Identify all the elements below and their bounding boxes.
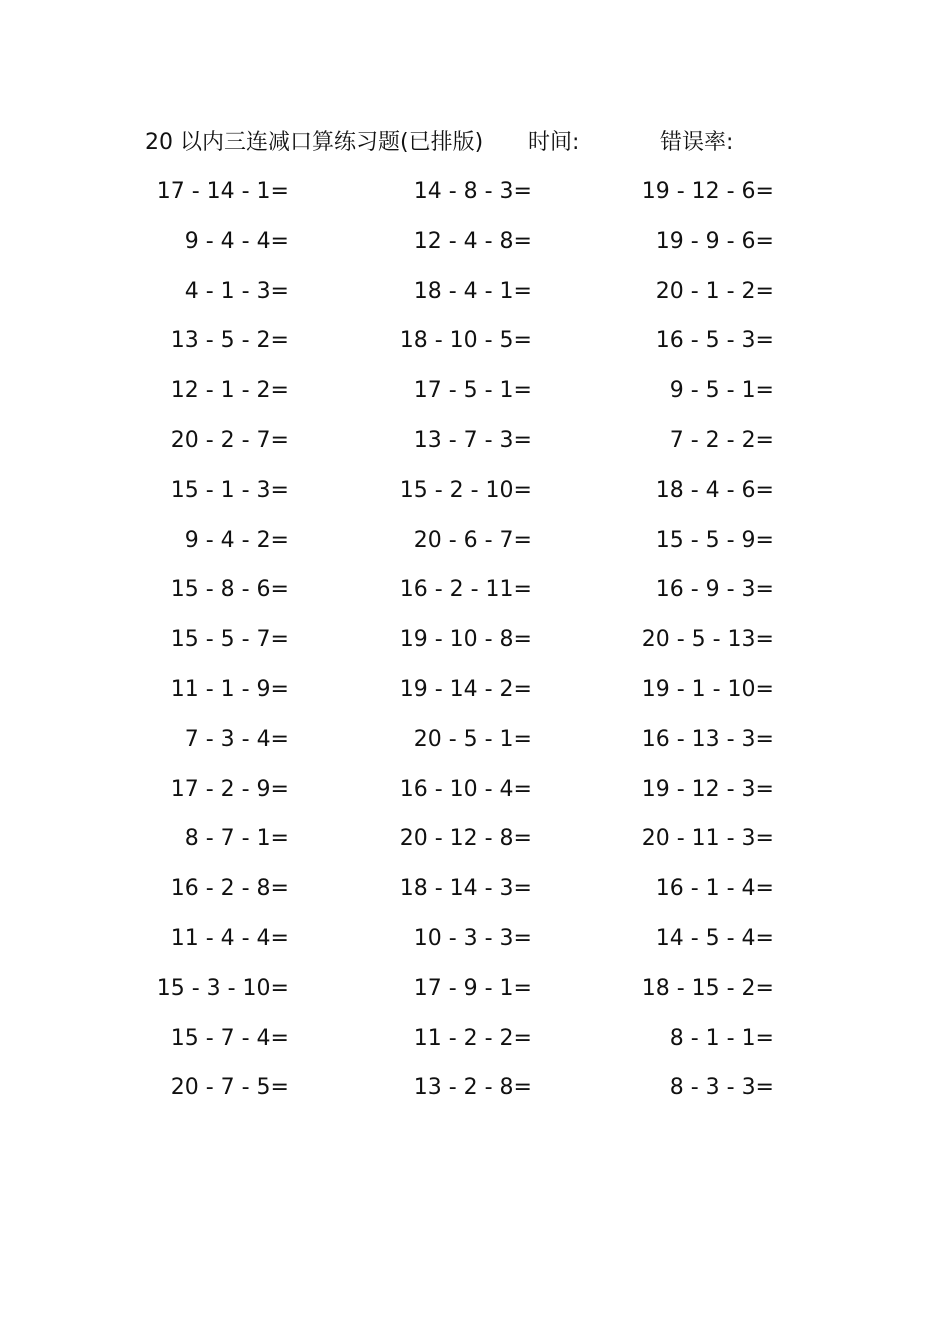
- problem-row: [0, 521, 950, 571]
- problem-item: 12 - 4 - 8=: [413, 228, 532, 254]
- problem-row: [0, 570, 950, 620]
- error-rate-label: 错误率:: [660, 130, 734, 155]
- problem-item: 9 - 4 - 4=: [184, 228, 289, 254]
- problem-item: 19 - 12 - 6=: [641, 179, 774, 204]
- problem-item: 14 - 5 - 4=: [655, 925, 774, 951]
- problem-item: 20 - 12 - 8=: [399, 826, 532, 852]
- problem-item: 13 - 5 - 2=: [170, 328, 289, 354]
- problem-item: 17 - 9 - 1=: [413, 975, 532, 1001]
- problem-item: 16 - 2 - 11=: [399, 577, 532, 603]
- page-title: 20 以内三连减口算练习题(已排版): [145, 130, 484, 155]
- problem-row: [0, 670, 950, 720]
- problem-item: 19 - 1 - 10=: [641, 676, 774, 702]
- problem-item: 20 - 6 - 7=: [413, 527, 532, 553]
- problem-row: [0, 620, 950, 670]
- problem-item: 13 - 2 - 8=: [413, 1075, 532, 1101]
- problem-row: [0, 869, 950, 919]
- problem-item: 15 - 2 - 10=: [399, 477, 532, 503]
- problem-item: 20 - 7 - 5=: [170, 1075, 289, 1101]
- problem-item: 11 - 4 - 4=: [170, 925, 289, 951]
- problem-item: 19 - 12 - 3=: [641, 776, 774, 802]
- problem-item: 18 - 15 - 2=: [641, 975, 774, 1001]
- problem-item: 20 - 1 - 2=: [655, 278, 774, 304]
- problem-row: [0, 172, 950, 222]
- problem-item: 18 - 4 - 1=: [413, 278, 532, 304]
- problem-row: [0, 471, 950, 521]
- problem-item: 16 - 2 - 8=: [170, 876, 289, 902]
- problem-item: 10 - 3 - 3=: [413, 925, 532, 951]
- problem-item: 18 - 10 - 5=: [399, 328, 532, 354]
- problem-item: 16 - 5 - 3=: [655, 328, 774, 354]
- problem-item: 15 - 8 - 6=: [170, 577, 289, 603]
- problem-item: 8 - 7 - 1=: [184, 826, 289, 852]
- problem-item: 15 - 3 - 10=: [156, 975, 289, 1001]
- problem-item: 20 - 2 - 7=: [170, 427, 289, 453]
- problem-item: 9 - 5 - 1=: [669, 378, 774, 404]
- problem-grid: [0, 172, 950, 1118]
- problem-row: [0, 222, 950, 272]
- problem-item: 15 - 5 - 7=: [170, 627, 289, 653]
- problem-item: 20 - 11 - 3=: [641, 826, 774, 852]
- problem-row: [0, 819, 950, 869]
- problem-item: 20 - 5 - 13=: [641, 627, 774, 653]
- problem-row: [0, 1019, 950, 1069]
- problem-item: 4 - 1 - 3=: [184, 278, 289, 304]
- problem-item: 7 - 2 - 2=: [669, 427, 774, 453]
- problem-item: 16 - 10 - 4=: [399, 776, 532, 802]
- problem-item: 18 - 4 - 6=: [655, 477, 774, 503]
- problem-row: [0, 969, 950, 1019]
- problem-row: [0, 421, 950, 471]
- problem-item: 12 - 1 - 2=: [170, 378, 289, 404]
- problem-item: 17 - 5 - 1=: [413, 378, 532, 404]
- problem-item: 7 - 3 - 4=: [184, 726, 289, 752]
- problem-item: 8 - 1 - 1=: [669, 1025, 774, 1051]
- problem-row: [0, 919, 950, 969]
- problem-row: [0, 321, 950, 371]
- problem-item: 8 - 3 - 3=: [669, 1075, 774, 1101]
- problem-row: [0, 1068, 950, 1118]
- problem-row: [0, 770, 950, 820]
- problem-item: 19 - 10 - 8=: [399, 627, 532, 653]
- problem-row: [0, 720, 950, 770]
- problem-item: 13 - 7 - 3=: [413, 427, 532, 453]
- problem-item: 17 - 14 - 1=: [156, 179, 289, 204]
- problem-item: 15 - 7 - 4=: [170, 1025, 289, 1051]
- problem-item: 14 - 8 - 3=: [413, 179, 532, 204]
- time-label: 时间:: [528, 130, 580, 155]
- problem-row: [0, 272, 950, 322]
- problem-item: 16 - 9 - 3=: [655, 577, 774, 603]
- problem-item: 9 - 4 - 2=: [184, 527, 289, 553]
- problem-item: 18 - 14 - 3=: [399, 876, 532, 902]
- problem-item: 17 - 2 - 9=: [170, 776, 289, 802]
- problem-item: 16 - 1 - 4=: [655, 876, 774, 902]
- problem-item: 15 - 1 - 3=: [170, 477, 289, 503]
- problem-item: 11 - 1 - 9=: [170, 676, 289, 702]
- problem-item: 16 - 13 - 3=: [641, 726, 774, 752]
- problem-item: 20 - 5 - 1=: [413, 726, 532, 752]
- problem-item: 11 - 2 - 2=: [413, 1025, 532, 1051]
- problem-item: 19 - 9 - 6=: [655, 228, 774, 254]
- problem-row: [0, 371, 950, 421]
- problem-item: 19 - 14 - 2=: [399, 676, 532, 702]
- problem-item: 15 - 5 - 9=: [655, 527, 774, 553]
